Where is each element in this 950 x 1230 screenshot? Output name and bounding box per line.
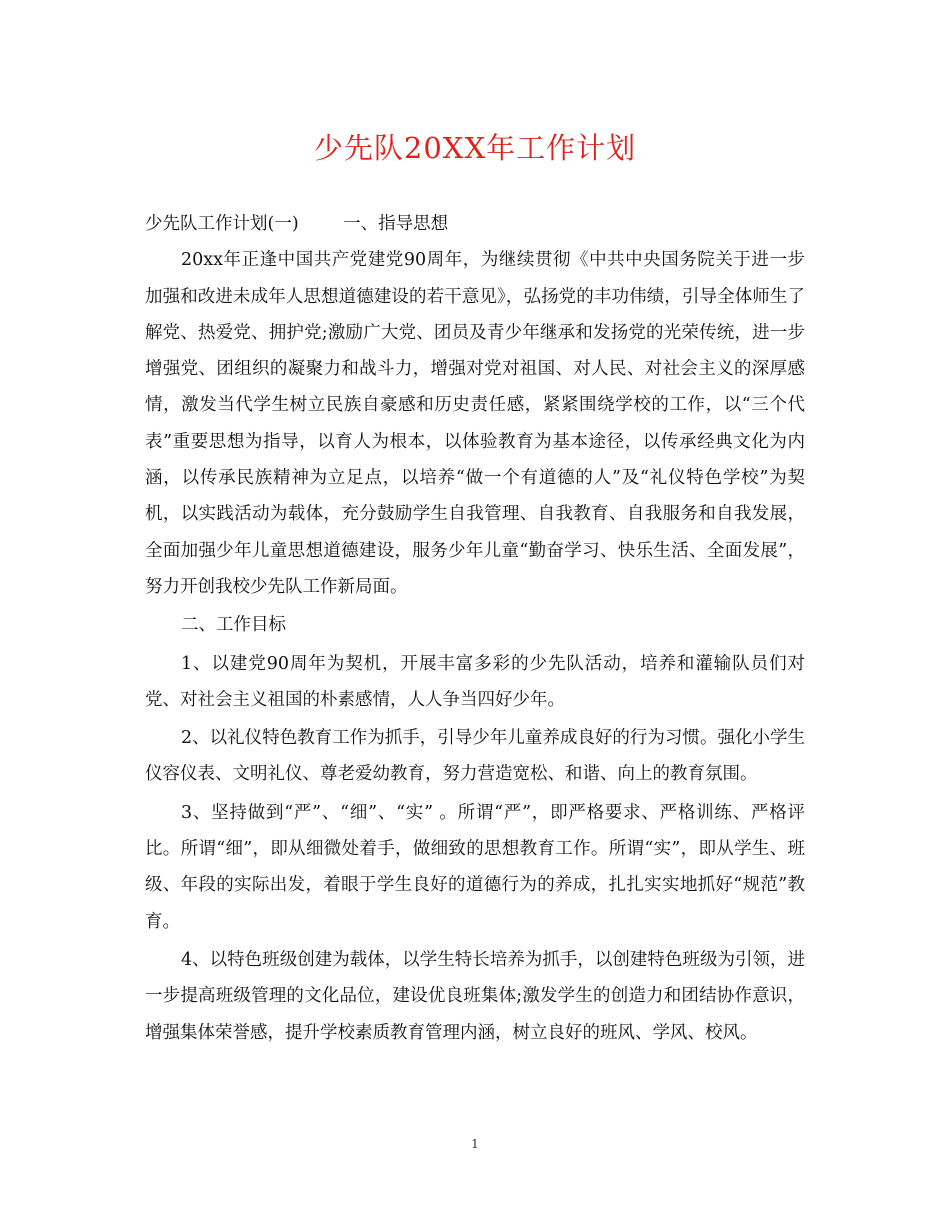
- intro-label: 少先队工作计划(一): [145, 214, 299, 234]
- paragraph-goal-1: 1、以建党90周年为契机，开展丰富多彩的少先队活动，培养和灌输队员们对党、对社会主义祖国的朴素感情，人人争当四好少年。: [145, 653, 805, 710]
- document-title: 少先队20XX年工作计划: [313, 131, 637, 165]
- page-number: 1: [471, 1137, 479, 1151]
- intro-line: [145, 206, 805, 242]
- section-heading-work-goals: 二、工作目标: [181, 615, 286, 636]
- paragraph-goal-4: 4、以特色班级创建为载体，以学生特长培养为抓手，以创建特色班级为引领，进一步提高班级管理的文化品位，建设优良班集体;激发学生的创造力和团结协作意识，增强集体荣誉感，提升学校素质教育管理内涵，树立良好的班风、学风、校风。: [145, 949, 805, 1043]
- section-heading-guiding-ideology: 一、指导思想: [343, 214, 449, 234]
- document-body: [145, 206, 805, 1051]
- paragraph-goal-3: 3、坚持做到“严”、“细”、“实” 。所谓“严”，即严格要求、严格训练、严格评比。所谓“细”，即从细微处着手，做细致的思想教育工作。所谓“实”，即从学生、班级、年段的实际出发，着眼于学生良好的道德行为的养成，扎扎实实地抓好“规范”教育。: [145, 802, 805, 932]
- paragraph-guiding-ideology: 20xx年正逢中国共产党建党90周年，为继续贯彻《中共中央国务院关于进一步加强和改进未成年人思想道德建设的若干意见》，弘扬党的丰功伟绩，引导全体师生了解党、热爱党、拥护党;激励广大党、团员及青少年继承和发扬党的光荣传统，进一步增强党、团组织的凝聚力和战斗力，增强对党对祖国、对人民、对社会主义的深厚感情，激发当代学生树立民族自豪感和历史责任感，紧紧围绕学校的工作，以“三个代表”重要思想为指导，以育人为根本，以体验教育为基本途径，以传承经典文化为内涵，以传承民族精神为立足点，以培养“做一个有道德的人”及“礼仪特色学校”为契机，以实践活动为载体，充分鼓励学生自我管理、自我教育、自我服务和自我发展，全面加强少年儿童思想道德建设，服务少年儿童“勤奋学习、快乐生活、全面发展”，努力开创我校少先队工作新局面。: [145, 250, 805, 597]
- paragraph-goal-2: 2、以礼仪特色教育工作为抓手，引导少年儿童养成良好的行为习惯。强化小学生仪容仪表、文明礼仪、尊老爱幼教育，努力营造宽松、和谐、向上的教育氛围。: [145, 728, 805, 785]
